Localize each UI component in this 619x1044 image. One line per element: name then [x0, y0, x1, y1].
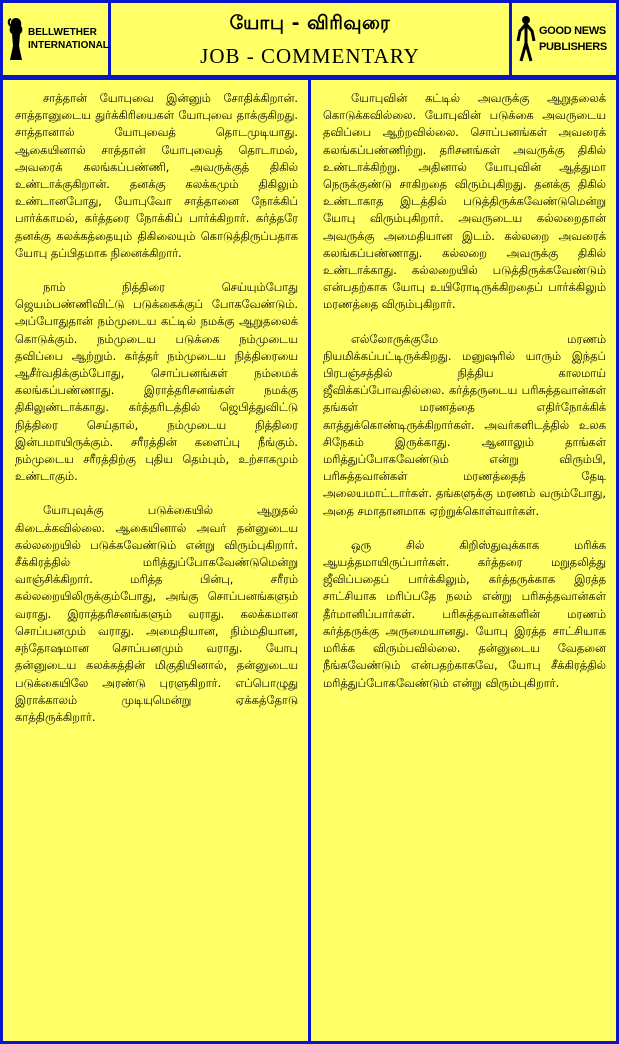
paragraph: எல்லோருக்குமே மரணம் நியமிக்கப்பட்டிருக்கிறது. மனுஷரில் யாரும் இந்தப் பிரபஞ்சத்தில் நித்திய காலமாய் ஜீவிக்கப்போவதில்லை. கர்த்தருடைய பரிசுத்தவான்கள் தங்கள் மரணத்தை எதிர்நோக்கிக் காத்துக்கொண்டிருக்கிறார்கள். அவர்களிடத்தில் உலக சிநேகம் இருக்காது. ஆனாலும் தாங்கள் மரித்துப்போகவேண்டும் என்று விரும்பி, பரிசுத்தவான்கள் மரணத்தைத் தேடி அலையமாட்டார்கள். தங்களுக்கு மரணம் வரும்போது, அதை சமாதானமாக ஏற்றுக்கொள்வார்கள்.	[323, 331, 606, 518]
paragraph: சாத்தான் யோபுவை இன்னும் சோதிக்கிறான். சாத்தானுடைய துர்க்கிரியைகள் யோபுவை தாக்குகிறது. சாத்தானால் யோபுவைத் தொடமுடியாது. ஆகையினால் சாத்தான் யோபுவைத் தொடாமல், அவரைக் கலங்கப்பண்ணி, அவருக்குத் திகில் உண்டாக்குகிறான். தனக்கு கலக்கமும் திகிலும் உண்டானபோது, யோபுவோ சாத்தானை நோக்கிப் பார்க்காமல், கர்த்தரை நோக்கிப் பார்க்கிறார். கர்த்தரே தனக்கு கலக்கத்தையும் திகிலையும் கொடுத்திருப்பதாக யோபு தப்பிதமாக நினைக்கிறார்.	[15, 91, 298, 260]
paragraph: யோபுவுக்கு படுக்கையில் ஆறுதல் கிடைக்கவில்லை. ஆகையினால் அவர் தன்னுடைய கல்லறையில் படுக்கவேண்டும் என்று விரும்புகிறார். சீக்கிரத்தில் மரித்துப்போகவேண்டுமென்று வாஞ்சிக்கிறார். மரித்த பின்பு, சரீரம் கல்லறையிலிருக்கும்போது, அங்கு சொப்பனங்களும் வராது. இராத்தரிசனங்களும் வராது. கலக்கமான சொப்பனமும் வராது. அமைதியான, நிம்மதியான, சந்தோஷமான சொப்பனமும் வராது. யோபு தன்னுடைய கலக்கத்தின் மிகுதியினால், தன்னுடைய படுக்கையிலே அரண்டு புரளுகிறார். எப்பொழுது இராக்காலம் முடியுமென்று ஏக்கத்தோடு காத்திருக்கிறார்.	[15, 503, 298, 724]
page-title-tamil: யோபு - விரிவுரை	[229, 12, 391, 34]
bellwether-logo	[3, 3, 108, 75]
good-news-logo-line2: PUBLISHERS	[539, 41, 607, 53]
ram-logo-icon	[7, 16, 25, 62]
left-column	[3, 80, 308, 1041]
figure-logo-icon	[516, 15, 536, 63]
bellwether-logo-line1: BELLWETHER	[28, 27, 97, 38]
page-title-english: JOB - COMMENTARY	[200, 44, 420, 68]
paragraph: ஒரு சில் கிறிஸ்துவுக்காக மரிக்க ஆயத்தமாயிருப்பார்கள். கர்த்தரை மறுதலித்து ஜீவிப்பதைப் பார்க்கிலும், கர்த்தருக்காக இரத்த சாட்சியாக மரிப்பதே நலம் என்று பரிசுத்தவான்கள் தீர்மானிப்பார்கள். பரிசுத்தவான்களின் மரணம் கர்த்தருக்கு அருமையானது. யோபு இரத்த சாட்சியாக மரிக்க விரும்பவில்லை. தன்னுடைய வேதனை நீங்கவேண்டும் என்பதற்காகவே, யோபு சீக்கிரத்தில் மரித்துப்போகவேண்டும் என்று விரும்புகிறார்.	[323, 537, 606, 690]
bellwether-logo-line2: INTERNATIONAL	[28, 40, 109, 51]
right-column	[311, 80, 616, 1041]
good-news-logo-line1: GOOD NEWS	[539, 25, 606, 37]
title-box	[111, 3, 509, 75]
good-news-logo	[512, 3, 616, 75]
paragraph: நாம் நித்திரை செய்யும்போது ஜெயம்பண்ணிவிட்டு படுக்கைக்குப் போகவேண்டும். அப்போதுதான் நம்முடைய கட்டில் நமக்கு ஆறுதலைக் கொடுக்கும். நம்முடைய படுக்கை நம்முடைய தவிப்பை ஆற்றும். கர்த்தர் நம்முடைய நித்திரையை ஆசீர்வதிக்கும்போது, சொப்பனங்கள் நம்மைக் கலங்கப்பண்ணாது. இராத்தரிசனங்கள் நமக்கு திகிலுண்டாக்காது. கர்த்தரிடத்தில் ஜெபித்துவிட்டு நித்திரை செய்தால், நம்முடைய நித்திரை இன்பமாயிருக்கும். சரீரத்தின் களைப்பு நீங்கும். நம்முடைய சரீரத்திற்கு புதிய தெம்பும், உற்சாகமும் உண்டாகும்.	[15, 280, 298, 484]
paragraph: யோபுவின் கட்டில் அவருக்கு ஆறுதலைக் கொடுக்கவில்லை. யோபுவின் படுக்கை அவருடைய தவிப்பை ஆற்றவில்லை. சொப்பனங்கள் அவரைக் கலங்கப்பண்ணிற்று. தரிசனங்கள் அவருக்கு திகில் உண்டாக்கிற்று. அதினால் யோபுவின் ஆத்துமா நெருக்குண்டு சாகிறதை விரும்புகிறது. தனக்கு திகில் உண்டாகாத இடத்தில் படுத்திருக்கவேண்டுமென்று யோபு விரும்புகிறார். அவருடைய கல்லறைதான் அவருக்கு அமைதியான இடம். கல்லறை அவரைக் கலங்கப்பண்ணாது. கல்லறை அவருக்கு திகில் உண்டாக்காது. கல்லறையில் படுத்திருக்கவேண்டும் என்பதற்காக யோபு உயிரோடிருக்கிறதைப் பார்க்கிலும் மரணத்தை விரும்புகிறார்.	[323, 91, 606, 312]
